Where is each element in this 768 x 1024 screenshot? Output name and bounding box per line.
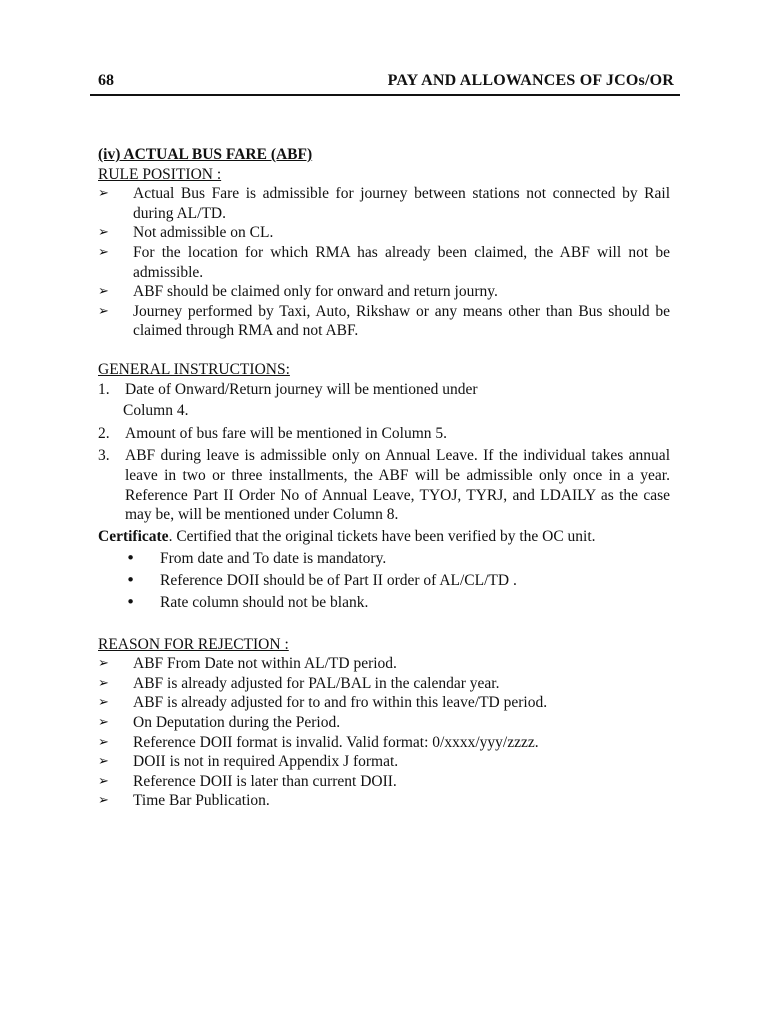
certificate-label: Certificate — [98, 527, 169, 545]
list-item: ➢ ABF is already adjusted for to and fro within this leave/TD period. — [98, 694, 548, 712]
list-item: ➢ ABF is already adjusted for PAL/BAL in the calendar year. — [98, 674, 500, 692]
general-instructions-list — [98, 380, 670, 525]
list-item: ➢ On Deputation during the Period. — [98, 713, 341, 731]
list-item: ➢ Reference DOII format is invalid. Valid format: 0/xxxx/yyy/zzzz. — [98, 733, 539, 751]
list-item: 3. ABF during leave is admissible only on Annual Leave. If the individual takes annual leave in two or three installments, the ABF will be admissible only once in a year. Reference Part II Order No of Annual Leave, TYOJ, TYRJ, and LDAILY as the case may be, will be mentioned under Column 8. — [98, 447, 670, 524]
arrow-bullet-icon: ➢ — [98, 714, 109, 730]
list-item: • Rate column should not be blank. — [126, 592, 369, 611]
arrow-bullet-icon: ➢ — [98, 773, 109, 789]
arrow-bullet-icon: ➢ — [98, 656, 109, 672]
list-item: 2. Amount of bus fare will be mentioned in Column 5. — [98, 424, 448, 442]
running-title: PAY AND ALLOWANCES OF JCOs/OR — [387, 72, 674, 89]
list-item: ➢ Actual Bus Fare is admissible for journey between stations not connected by Rail during AL/TD. — [98, 185, 670, 222]
certificate-bullets — [98, 549, 670, 613]
rejection-heading: REASON FOR REJECTION : — [98, 635, 289, 653]
list-item: ➢ Time Bar Publication. — [98, 792, 270, 810]
rule-position-list — [98, 184, 670, 341]
dot-bullet-icon: • — [126, 548, 136, 567]
list-item: ➢ For the location for which RMA has already been claimed, the ABF will not be admissible. — [98, 243, 670, 281]
arrow-bullet-icon: ➢ — [98, 303, 109, 319]
arrow-bullet-icon: ➢ — [98, 225, 109, 241]
list-item: ➢ DOII is not in required Appendix J format. — [98, 753, 399, 771]
dot-bullet-icon: • — [126, 592, 136, 611]
list-item: 1. Date of Onward/Return journey will be mentioned under Column 4. — [98, 380, 478, 420]
arrow-bullet-icon: ➢ — [98, 186, 109, 202]
arrow-bullet-icon: ➢ — [98, 754, 109, 770]
arrow-bullet-icon: ➢ — [98, 284, 109, 300]
general-instructions-heading: GENERAL INSTRUCTIONS: — [98, 360, 290, 378]
list-item: • Reference DOII should be of Part II order of AL/CL/TD . — [126, 570, 517, 589]
list-item: ➢ Not admissible on CL. — [98, 224, 274, 242]
page-number: 68 — [98, 72, 114, 89]
arrow-bullet-icon: ➢ — [98, 244, 109, 260]
arrow-bullet-icon: ➢ — [98, 695, 109, 711]
certificate-paragraph: Certificate. Certified that the original tickets have been verified by the OC unit. — [98, 527, 596, 545]
list-item: ➢ ABF From Date not within AL/TD period. — [98, 655, 397, 673]
dot-bullet-icon: • — [126, 570, 136, 589]
page-content — [98, 145, 670, 811]
list-item: ➢ ABF should be claimed only for onward and return journy. — [98, 283, 498, 301]
section-title: (iv) ACTUAL BUS FARE (ABF) — [98, 146, 313, 163]
rule-position-heading: RULE POSITION : — [98, 165, 222, 183]
list-item: • From date and To date is mandatory. — [126, 548, 387, 567]
arrow-bullet-icon: ➢ — [98, 675, 109, 691]
page-header — [90, 72, 680, 96]
list-item: ➢ Reference DOII is later than current DOII. — [98, 772, 397, 790]
rejection-list — [98, 654, 670, 811]
arrow-bullet-icon: ➢ — [98, 793, 109, 809]
list-item: ➢ Journey performed by Taxi, Auto, Rikshaw or any means other than Bus should be claimed through RMA and not ABF. — [98, 302, 670, 340]
arrow-bullet-icon: ➢ — [98, 734, 109, 750]
